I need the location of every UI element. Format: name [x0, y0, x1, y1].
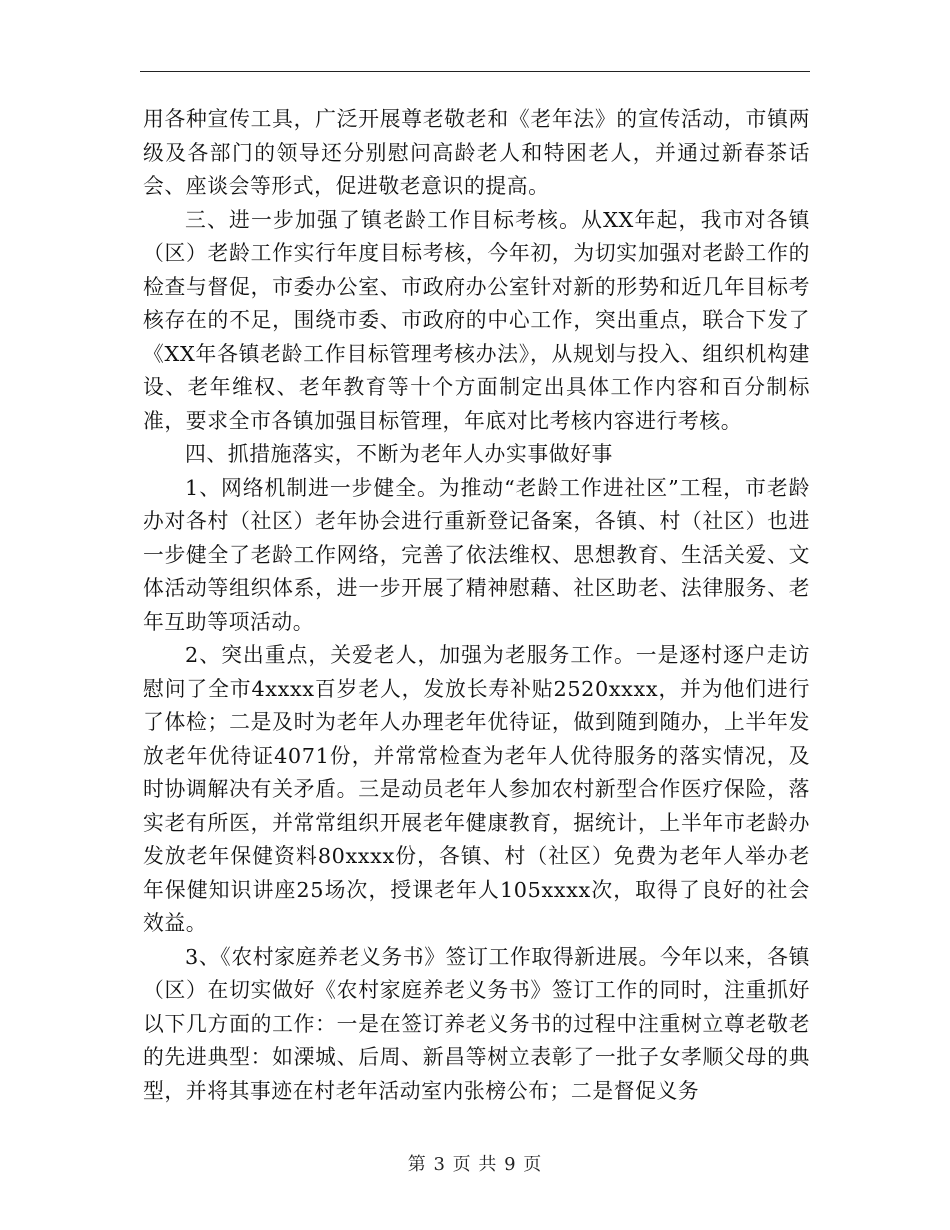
page-number-footer: 第 3 页 共 9 页	[407, 1154, 543, 1175]
section-heading: 四、抓措施落实，不断为老年人办实事做好事	[185, 442, 613, 466]
paragraph: 1、网络机制进一步健全。为推动“老龄工作进社区”工程，市老龄办对各村（社区）老年协会进行重新登记备案，各镇、村（社区）也进一步健全了老龄工作网络，完善了依法维权、思想教育、生活关爱、文体活动等组织体系，进一步开展了精神慰藉、社区助老、法律服务、老年互助等项活动。	[143, 475, 810, 634]
header-rule	[140, 71, 810, 72]
paragraph: 三、进一步加强了镇老龄工作目标考核。从XX年起，我市对各镇（区）老龄工作实行年度目标考核，今年初，为切实加强对老龄工作的检查与督促，市委办公室、市政府办公室针对新的形势和近几年目标考核存在的不足，围绕市委、市政府的中心工作，突出重点，联合下发了《XX年各镇老龄工作目标管理考核办法》，从规划与投入、组织机构建设、老年维权、老年教育等十个方面制定出具体工作内容和百分制标准，要求全市各镇加强目标管理，年底对比考核内容进行考核。	[143, 207, 810, 433]
paragraph: 2、突出重点，关爱老人，加强为老服务工作。一是逐村逐户走访慰问了全市4xxxx百岁老人，发放长寿补贴2520xxxx，并为他们进行了体检；二是及时为老年人办理老年优待证，做到随到随办，上半年发放老年优待证4071份，并常常检查为老年人优待服务的落实情况，及时协调解决有关矛盾。三是动员老年人参加农村新型合作医疗保险，落实老有所医，并常常组织开展老年健康教育，据统计，上半年市老龄办发放老年保健资料80xxxx份，各镇、村（社区）免费为老年人举办老年保健知识讲座25场次，授课老年人105xxxx次，取得了良好的社会效益。	[143, 643, 810, 935]
paragraph: 用各种宣传工具，广泛开展尊老敬老和《老年法》的宣传活动，市镇两级及各部门的领导还分别慰问高龄老人和特困老人，并通过新春茶话会、座谈会等形式，促进敬老意识的提高。	[143, 107, 810, 198]
paragraph: 3、《农村家庭养老义务书》签订工作取得新进展。今年以来，各镇（区）在切实做好《农村家庭养老义务书》签订工作的同时，注重抓好以下几方面的工作：一是在签订养老义务书的过程中注重树立尊老敬老的先进典型：如溧城、后周、新昌等树立表彰了一批子女孝顺父母的典型，并将其事迹在村老年活动室内张榜公布；二是督促义务	[143, 944, 810, 1103]
document-body	[143, 103, 810, 1108]
